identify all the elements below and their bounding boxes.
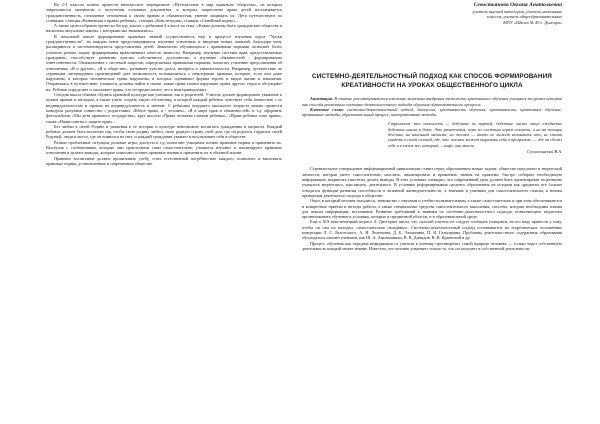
keywords-label: Ключевые слова: <box>310 106 344 112</box>
epigraph-source: Сухомлинский В.А. <box>527 148 562 154</box>
epigraph: Стремление эта опасность — бедствие за партой; бедствие часто чаще ежедневно бедствие школа и дома. Это развлечения, игра по сложным играм человека, а не на позиции бегства, на школьной мешалке, но человек — ничто не может вспомнить что, не стоит увидеть в своей головой, где, что человек может выразить себя в программе, — где он сделал себе и в своем же, который — кофе, как мысли. <box>388 121 562 148</box>
body-paragraph: Во 2-3 классах можно провести внеклассное мероприятие «Путешествие в мир правового общества», на котором закрепляются материалы о получении основных документов, в которых закреплены права детей воспитывается гражданственность, отношение отношении к своим правам и обязанностям, умение защищать их. Дети путешествуют по станциям: станция «Конвенция о правах ребенка», станция «Конституция», станция «Семейный кодекс»… <box>46 2 282 23</box>
abstract-label: Аннотация. <box>310 96 334 102</box>
body-paragraph: Правовое воспитание должно пронизывать учебу, стать естественной потребностью каждого, позволить и выполнять правовые нормы, установленные в современном обществе. <box>46 155 282 166</box>
article-title: СИСТЕМНО-ДЕЯТЕЛЬНОСТНЫЙ ПОДХОД КАК СПОСОБ ФОРМИРОВАНИЯ КРЕАТИВНОСТИ НА УРОКАХ ОБЩЕСТВЕННОГО ЦИКЛА <box>312 73 552 89</box>
right-column <box>302 2 562 420</box>
author-name: Севостьянова Оксана Анатольевна <box>473 2 562 8</box>
left-column <box>46 2 282 420</box>
body-paragraph: В начальной школе формирование правовых знаний осуществляется еще в процессе изучения курса "Уроки гражданственности", на каждом этапе предусматривается изучение усвоенных и введение новых понятий, благодаря чему расширяются и систематизируются представления детей. Знакомство обучающихся с правовыми нормами позволяет более успешно решать задачу формирования нравственных качеств личности. Например, изучение системы прав, предоставляемых гражданам, способствует развитию чувства собственного достоинства, а изучение обязанностей - формированию ответственности. Ознакомление с системой запретов, определяемых правовыми нормами, помогает усвоению представления об отношениях «Я и другие», «Я и общество», развивает чувство долга, интереса и уважительности. Например, путешествие по страницам литературных произведений дает возможность познакомиться с некоторыми правами, которые, если они даже нарушены, в которых человеческие права нарушены, в которых оценивают формы героев и видов жизни и наказания. Отправляясь в путешествие, учащиеся должны найти в сказке, какие права сказки нарушают права другого героя и обсуждают их. Ребенок определяет и описывает права, что он предполагает, что к ним принадлежит. <box>46 33 282 92</box>
body-paragraph: Без любви к своей Родине и уважения к ее истории и культуре невозможно воспитать гражданина и патриота. Каждый ребенок должен быть воспитан так, чтобы свою родину любил, свою родную страну, свой дом, где он родился, гордился своей Родиной, люди и место, где он появился на свет, и каждый гражданин уважает и воспитывает себя в обществе. <box>46 123 282 140</box>
body-paragraph: Разные проблемные ситуации, ролевые игры, диспуты и т.д. помогают учащимся понять правовые нормы и применить их. Выступая с сообщениями, которые они приготовили сами самостоятельно, учащиеся изучают и анализируют правовые отношения и делают выводы, которые помогают понять правовые знания и применить их в обычной жизни. <box>46 139 282 156</box>
keywords <box>302 107 562 118</box>
body-paragraph: Еще к XIX веке немецкий педагог А. Дистервег писал, что «плохой учитель не следует сообщать учащимся, но его надо привести к тому, чтобы он сам их находил, самостоятельно овладевал». Системно-деятельностный подход основывается на теоретических положениях концепции Л. С. Выготского, А. Н. Леонтьева, Д. Б. Эльконина, П. Я. Гальперина. Проблемы деятельностного содержания образования обсуждались такими учеными, как Ш. А. Амонашвили, В. В. Давыдов, В. В. Краевский и др. <box>302 219 562 241</box>
author-school: МОУ «Школа № 49 г. Донецка» <box>503 19 562 25</box>
author-block <box>302 2 562 25</box>
author-role: учитель высшей категории, учитель начальных <box>472 8 562 14</box>
keywords-text: системно-деятельностный подход, дискуссия, креативность обучения, креативность, креативное обучение, креативные методы, образовательный процесс, интерактивные методы. <box>302 106 562 118</box>
author-role-continued: классов, учитель общеобразовательных <box>487 14 562 20</box>
body-paragraph: Процесс обучения как передача информации от учителя к ученику противоречит самой природе человека — только через собственную деятельность каждый может знание. Известно, что человек усваивает только то, что он получает в собственной деятельности. <box>302 240 562 251</box>
abstract <box>302 96 562 107</box>
body-paragraph: Опыт, в который человек находится, знакомство с научным и учебно-познавательным, а также самостоятельно и при этом обеспечиваются и конкретные приёмы и методы работы, а также специальные средства самостоятельного мышления, способы, которые необходимы знания для поиска информации, источников. Развитие требований к знаниям по системно-деятельностного подхода, позволяющего педагогам организовывать обучение в условиях, которые и предметной области, и в образовательной среде. <box>302 198 562 220</box>
abstract-text: В статье рассматриваются ключевые моменты внедрения технологии креативного обучения учащихся на уроках истории как способа реализации системно-деятельностного подхода обучения образовательного процесса. <box>302 96 562 107</box>
body-paragraph: Стремительное утверждение информационной цивилизации ставит перед образованием новые задачи: общество предлагает в творческий личности, которая умеет самостоятельно мыслить, анализировать и применять знания на практике, быстро собирать необходимую информацию, выдвигать гипотезы, делать выводы. В этих условиях очевидно, что современный урок должен быть ориентирован на развитие учащихся творческого, мыслящего, деятельного. В условиях реформирования среднего образования не истории как предметы всё больше отводится функции развития способности к активной жизнедеятельности, к знаниям и умениям для самостоятельного поиска, к новым принципам деятельного подхода в обществе. <box>302 166 562 198</box>
body-paragraph: Сегодня школа обязана обучить правовой культуре как учеников, так и родителей. Учитель должен формировать уважение к чужим правам и взглядам, а также учить создать такую обстановку, в которой каждый ребенок чувствует себя личностью с ее индивидуальностью и правом на индивидуальность и мнение. С ребятами младшего школьного возраста можно провести конкурсы рисунков совместно с родителями: «Юное право, я - человек», «Я в мире прав и обязанностей» и т.д. оформить фотоальбомы «Мы дети правового государства», круг высоты «Права человека глазами ребенка», «Права ребенка тоже права», также «Наши советы о защите прав»... <box>46 92 282 124</box>
body-paragraph: А также целесообразно провести беседу диалог с ребятами 4 класса на тему: «Какие должны быть гражданские общества и насколько актуальны законы, с которыми мы знакомились». <box>46 23 282 34</box>
